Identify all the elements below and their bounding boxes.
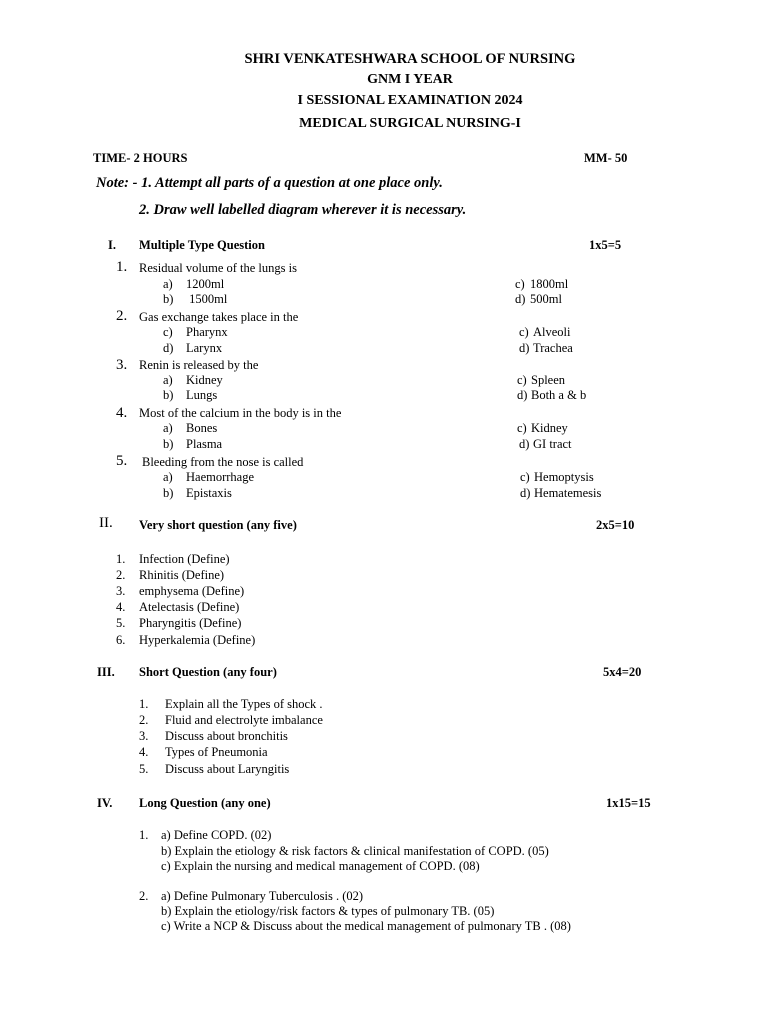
option-marker: d) — [520, 486, 531, 500]
class-year: GNM I YEAR — [367, 72, 453, 87]
list-number: 3. — [139, 729, 149, 743]
section-2-title: Very short question (any five) — [139, 518, 297, 532]
option-text: Kidney — [531, 421, 568, 435]
option-text: Spleen — [531, 373, 566, 387]
option-text: 500ml — [530, 292, 562, 306]
mcq-number: 2. — [116, 308, 128, 324]
option-text: 1200ml — [186, 277, 225, 291]
option-text: Hemoptysis — [534, 470, 594, 484]
mcq-question: Bleeding from the nose is called — [142, 455, 304, 469]
note-line-2: 2. Draw well labelled diagram wherever it is necessary. — [139, 202, 467, 218]
exam-title: I SESSIONAL EXAMINATION 2024 — [297, 93, 523, 108]
section-4-numeral: IV. — [97, 796, 113, 810]
section-1-numeral: I. — [108, 238, 116, 252]
option-marker: c) — [519, 325, 529, 339]
option-marker: b) — [163, 437, 174, 451]
list-number: 2. — [116, 568, 126, 582]
option-marker: c) — [515, 277, 525, 291]
note-line-1: Note: - 1. Attempt all parts of a question at one place only. — [96, 175, 443, 191]
section-2-marks: 2x5=10 — [596, 518, 635, 532]
option-text: Trachea — [533, 341, 573, 355]
list-item: Types of Pneumonia — [165, 745, 268, 759]
long-question-part: c) Write a NCP & Discuss about the medical management of pulmonary TB . (08) — [161, 919, 571, 933]
option-marker: a) — [163, 470, 173, 484]
option-text: Bones — [186, 421, 218, 435]
long-question-part: a) Define COPD. (02) — [161, 828, 272, 842]
list-item: Pharyngitis (Define) — [139, 616, 242, 630]
option-text: GI tract — [533, 437, 572, 451]
section-2-numeral: II. — [99, 515, 113, 531]
list-number: 5. — [139, 762, 149, 776]
mcq-number: 1. — [116, 259, 128, 275]
section-3-title: Short Question (any four) — [139, 665, 277, 679]
list-number: 4. — [116, 600, 126, 614]
list-number: 4. — [139, 745, 149, 759]
list-item: Fluid and electrolyte imbalance — [165, 713, 323, 727]
mcq-number: 3. — [116, 357, 128, 373]
option-marker: c) — [520, 470, 530, 484]
section-1-title: Multiple Type Question — [139, 238, 265, 252]
mcq-number: 5. — [116, 453, 128, 469]
school-name: SHRI VENKATESHWARA SCHOOL OF NURSING — [244, 51, 576, 67]
option-marker: b) — [163, 292, 174, 306]
long-question-part: b) Explain the etiology & risk factors & clinical manifestation of COPD. (05) — [161, 844, 549, 858]
long-question-part: c) Explain the nursing and medical management of COPD. (08) — [161, 859, 480, 873]
list-item: Infection (Define) — [139, 552, 230, 566]
section-1-marks: 1x5=5 — [589, 238, 622, 252]
mcq-question: Gas exchange takes place in the — [139, 310, 299, 324]
option-text: Alveoli — [533, 325, 571, 339]
list-item: Rhinitis (Define) — [139, 568, 225, 582]
option-marker: a) — [163, 421, 173, 435]
option-marker: d) — [519, 437, 530, 451]
section-3-numeral: III. — [97, 665, 115, 679]
list-item: Hyperkalemia (Define) — [139, 633, 256, 647]
section-4-marks: 1x15=15 — [606, 796, 651, 810]
list-item: Explain all the Types of shock . — [165, 697, 323, 711]
option-marker: d) — [517, 388, 528, 402]
list-number: 1. — [139, 697, 149, 711]
subject-title: MEDICAL SURGICAL NURSING-I — [299, 116, 521, 131]
option-marker: c) — [163, 325, 173, 339]
list-item: Atelectasis (Define) — [139, 600, 240, 614]
option-marker: d) — [515, 292, 526, 306]
option-marker: c) — [517, 373, 527, 387]
option-text: Pharynx — [186, 325, 228, 339]
option-marker: d) — [163, 341, 174, 355]
option-text: Hematemesis — [534, 486, 602, 500]
max-marks: MM- 50 — [584, 151, 628, 165]
mcq-question: Renin is released by the — [139, 358, 259, 372]
list-number: 6. — [116, 633, 126, 647]
option-marker: b) — [163, 388, 174, 402]
option-text: Kidney — [186, 373, 223, 387]
long-question-number: 1. — [139, 828, 149, 842]
list-number: 3. — [116, 584, 126, 598]
list-item: emphysema (Define) — [139, 584, 245, 598]
list-number: 1. — [116, 552, 126, 566]
option-marker: d) — [519, 341, 530, 355]
option-text: Epistaxis — [186, 486, 232, 500]
long-question-part: b) Explain the etiology/risk factors & types of pulmonary TB. (05) — [161, 904, 495, 918]
mcq-question: Most of the calcium in the body is in the — [139, 406, 342, 420]
option-marker: c) — [517, 421, 527, 435]
section-4-title: Long Question (any one) — [139, 796, 271, 810]
mcq-number: 4. — [116, 405, 128, 421]
exam-time: TIME- 2 HOURS — [93, 151, 188, 165]
option-text: Both a & b — [531, 388, 587, 402]
option-marker: a) — [163, 373, 173, 387]
list-number: 5. — [116, 616, 126, 630]
option-text: Larynx — [186, 341, 223, 355]
long-question-part: a) Define Pulmonary Tuberculosis . (02) — [161, 889, 364, 903]
section-3-marks: 5x4=20 — [603, 665, 642, 679]
option-text: Haemorrhage — [186, 470, 255, 484]
long-question-number: 2. — [139, 889, 149, 903]
option-marker: a) — [163, 277, 173, 291]
mcq-question: Residual volume of the lungs is — [139, 261, 297, 275]
list-item: Discuss about Laryngitis — [165, 762, 290, 776]
option-text: 1800ml — [530, 277, 569, 291]
option-text: Lungs — [186, 388, 218, 402]
option-text: 1500ml — [186, 292, 228, 306]
list-item: Discuss about bronchitis — [165, 729, 288, 743]
option-marker: b) — [163, 486, 174, 500]
option-text: Plasma — [186, 437, 223, 451]
list-number: 2. — [139, 713, 149, 727]
